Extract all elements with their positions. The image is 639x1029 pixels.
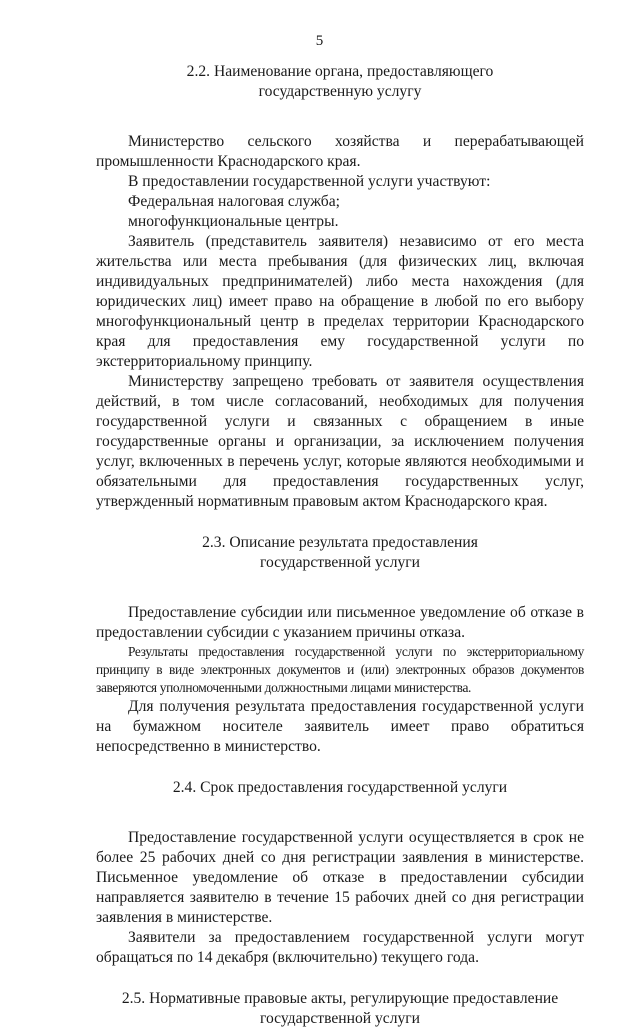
paragraph: Предоставление государственной услуги осуществляется в срок не более 25 рабочих дней со дня регистрации заявления в министерстве. Письменное уведомление об отказе в предоставлении субсидии направляется заявителю в течение 15 рабочих дней со дня регистрации заявления в министерстве. — [96, 829, 584, 926]
paragraph: Для получения результата предоставления государственной услуги на бумажном носителе заявитель имеет право обратиться непосредственно в министерство. — [96, 698, 584, 755]
heading-line: государственной услуги — [259, 1010, 421, 1027]
paragraph: Заявители за предоставлением государственной услуги могут обращаться по 14 декабря (включительно) текущего года. — [96, 929, 584, 966]
paragraph: Федеральная налоговая служба; — [128, 193, 340, 210]
heading-line: государственную услугу — [258, 83, 422, 100]
section-heading-2-4 — [96, 778, 584, 798]
heading-line: 2.2. Наименование органа, предоставляющего — [186, 63, 494, 80]
section-heading-2-5 — [96, 989, 584, 1029]
paragraph: Министерство сельского хозяйства и перерабатывающей промышленности Краснодарского края. — [96, 133, 584, 170]
section-heading-2-2 — [96, 62, 584, 102]
paragraph: Предоставление субсидии или письменное уведомление об отказе в предоставлении субсидии с указанием причины отказа. — [96, 604, 584, 641]
heading-line: 2.3. Описание результата предоставления — [202, 534, 478, 551]
paragraph: многофункциональные центры. — [128, 213, 339, 230]
paragraph: Результаты предоставления государственной услуги по экстерриториальному принципу в виде электронных документов и (или) электронных образов документов заверяются уполномоченными должностными лицами министерства. — [96, 644, 584, 695]
paragraph: В предоставлении государственной услуги участвуют: — [128, 173, 491, 190]
heading-line: государственной услуги — [259, 554, 421, 571]
section-heading-2-3 — [96, 533, 584, 573]
paragraph: Министерству запрещено требовать от заявителя осуществления действий, в том числе согласований, необходимых для получения государственной услуги и связанных с обращением в иные государственные органы и организации, за исключением получения услуг, включенных в перечень услуг, которые являются необходимыми и обязательными для предоставления государственных услуг, утвержденный нормативным правовым актом Краснодарского края. — [96, 373, 584, 510]
heading-line: 2.5. Нормативные правовые акты, регулирующие предоставление — [121, 990, 559, 1007]
document-body — [96, 62, 584, 1029]
paragraph: Заявитель (представитель заявителя) независимо от его места жительства или места пребывания (для физических лиц, включая индивидуальных предпринимателей) либо места нахождения (для юридических лиц) имеет право на обращение в любой по его выбору многофункциональный центр в пределах территории Краснодарского края для предоставления ему государственной услуги по экстерриториальному принципу. — [96, 233, 584, 370]
page-number: 5 — [315, 33, 324, 49]
heading-line: 2.4. Срок предоставления государственной услуги — [172, 779, 508, 796]
